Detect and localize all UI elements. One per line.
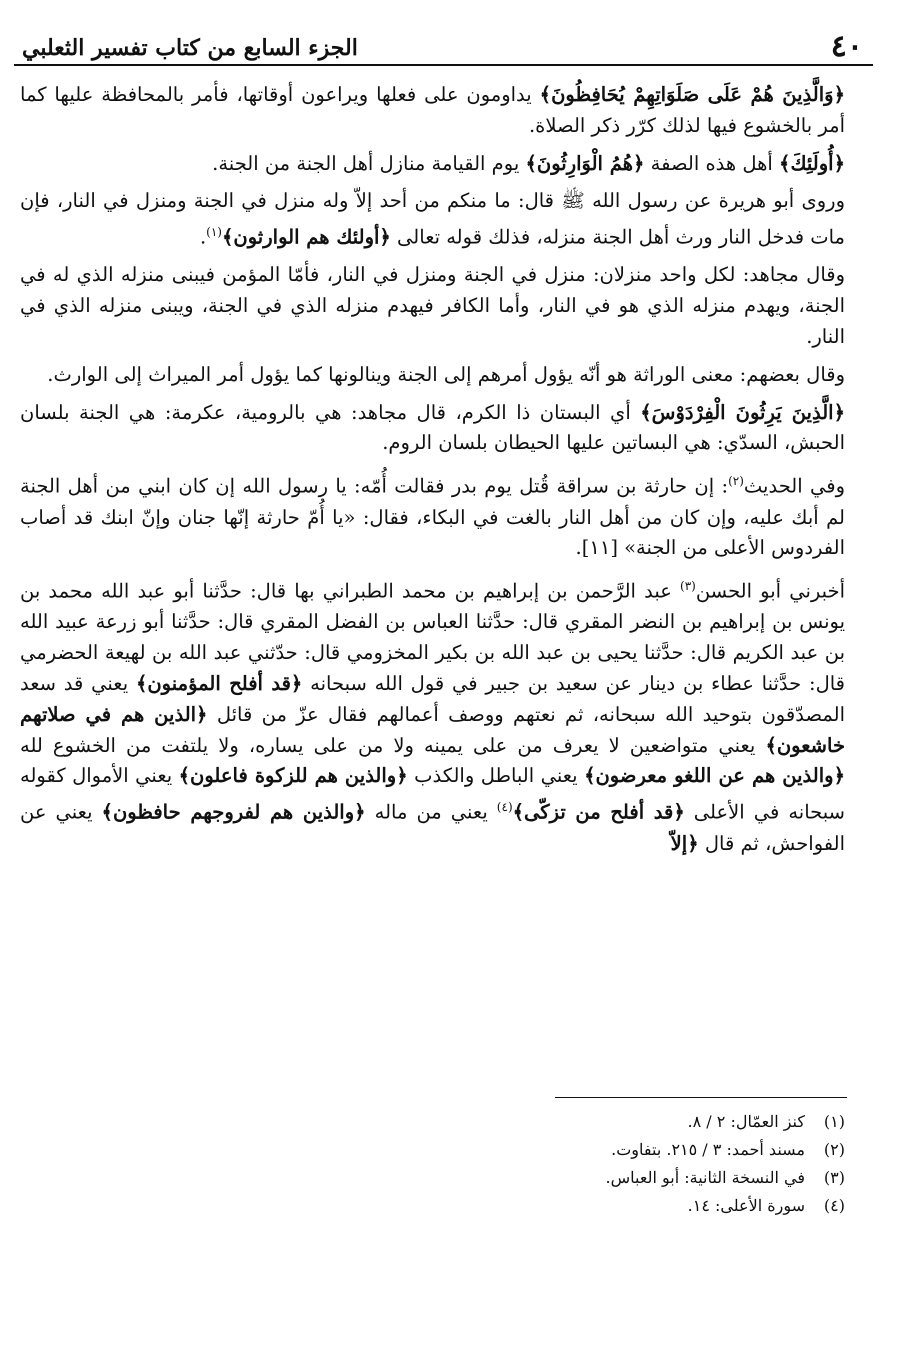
text-segment: وقال مجاهد: لكل واحد منزلان: منزل في الجنة ومنزل في النار، فأمّا المؤمن فيبنى منزله الذي له في الجنة، ويهدم منزله الذي هو في النار، وأما الكافر فيهدم منزله الذي في الجنة، ويبنى منزله الذي في النار. — [20, 263, 845, 349]
quran-quote: ﴿إلاّ — [670, 831, 699, 855]
text-segment: . — [199, 225, 207, 249]
quran-quote: ﴿أُولَئِكَ﴾ — [779, 151, 845, 175]
footnote — [20, 1108, 845, 1136]
text-segment: أخبرني أبو الحسن — [695, 579, 845, 603]
running-title: الجزء السابع من كتاب تفسير الثعلبي — [22, 35, 358, 61]
paragraph — [20, 186, 845, 253]
text-segment: يعني قد سعد المصدّقون بتوحيد الله سبحانه، ثم نعتهم ووصف أعمالهم فقال عزّ من قائل — [20, 672, 845, 726]
footnote-ref: (٣) — [680, 579, 696, 594]
quran-quote: ﴿قد أفلح من تزكّى﴾ — [512, 800, 685, 824]
text-segment: أهل هذه الصفة — [644, 151, 780, 175]
text-segment: يعني من ماله — [365, 800, 497, 824]
quran-quote: ﴿هُمُ الْوَارِثُونَ﴾ — [525, 151, 645, 175]
text-segment: يعني متواضعين لا يعرف من على يمينه ولا من على يساره، ولا يلتفت من الخشوع لله — [20, 733, 766, 757]
footnote — [20, 1164, 845, 1192]
main-text — [20, 80, 845, 866]
footnote-text: مسند أحمد: ٣ / ٢١٥. بتفاوت. — [611, 1140, 805, 1159]
quran-quote: ﴿والذين هم عن اللغو معرضون﴾ — [584, 764, 845, 788]
paragraph — [20, 260, 845, 352]
footnotes — [20, 1108, 845, 1220]
paragraph — [20, 80, 845, 142]
footnote-ref: (٢) — [728, 474, 744, 489]
quran-quote: ﴿والذين هم للزكوة فاعلون﴾ — [178, 764, 408, 788]
text-segment: وروى أبو هريرة عن رسول الله ﷺ قال: ما منكم من أحد إلاّ وله منزل في الجنة ومنزل في النار، فإن مات فدخل النار ورث أهل الجنة منزله، فذلك قوله تعالى — [20, 189, 845, 249]
text-segment: يعني الباطل والكذب — [407, 764, 585, 788]
footnote-ref: (١) — [206, 225, 222, 240]
quran-quote: ﴿أولئك هم الوارثون﴾ — [221, 225, 391, 249]
footnote-number: (٣) — [823, 1168, 845, 1187]
quran-quote: ﴿والذين هم لفروجهم حافظون﴾ — [101, 800, 366, 824]
page-header — [22, 18, 863, 62]
paragraph — [20, 466, 845, 564]
quran-quote: ﴿قد أفلح المؤمنون﴾ — [135, 672, 303, 696]
footnote — [20, 1192, 845, 1220]
footnote-ref: (٤) — [496, 800, 513, 815]
paragraph — [20, 149, 845, 180]
text-segment: : إن حارثة بن سراقة قُتل يوم بدر فقالت أُمّه: يا رسول الله إن كان ابني من أهل الجنة لم أبك عليه، وإن كان من أهل النار بالغت في البكاء، فقال: «يا أُمّ حارثة إنّها جنان وإنّ ابنك قد أصاب الفردوس الأعلى من الجنة» [١١]. — [20, 474, 845, 560]
text-segment: وقال بعضهم: معنى الوراثة هو أنّه يؤول أمرهم إلى الجنة وينالونها كما يؤول أمر الميراث إلى الوارث. — [47, 362, 845, 386]
footnote-text: سورة الأعلى: ١٤. — [687, 1196, 805, 1215]
text-segment: يعني الأموال كقوله سبحانه في الأعلى — [20, 764, 845, 824]
text-segment: يوم القيامة منازل أهل الجنة من الجنة. — [212, 151, 526, 175]
footnote-text: في النسخة الثانية: أبو العباس. — [605, 1168, 805, 1187]
quran-quote: ﴿الَّذِينَ يَرِثُونَ الْفِرْدَوْسَ﴾ — [640, 400, 845, 424]
footnote-text: كنز العمّال: ٢ / ٨. — [687, 1112, 805, 1131]
footnote-number: (٢) — [823, 1140, 845, 1159]
quran-quote: ﴿الذين هم في صلاتهم خاشعون﴾ — [20, 702, 845, 757]
paragraph — [20, 360, 845, 391]
paragraph — [20, 571, 845, 859]
footnote-divider — [555, 1097, 847, 1098]
footnote-number: (٤) — [823, 1196, 845, 1215]
paragraph — [20, 398, 845, 460]
text-segment: أي البستان ذا الكرم، قال مجاهد: هي بالرومية، عكرمة: هي الجنة بلسان الحبش، السدّي: هي البساتين عليها الحيطان بلسان الروم. — [20, 400, 845, 455]
text-segment: يداومون على فعلها ويراعون أوقاتها، فأمر بالمحافظة عليها كما أمر بالخشوع فيها لذلك كرّر ذكر الصلاة. — [20, 83, 845, 137]
quran-quote: ﴿وَالَّذِينَ هُمْ عَلَى صَلَوَاتِهِمْ يُحَافِظُونَ﴾ — [539, 83, 845, 106]
footnote — [20, 1136, 845, 1164]
header-divider — [14, 64, 873, 66]
text-segment: يعني عن الفواحش، ثم قال — [20, 800, 845, 855]
text-segment: عبد الرَّحمن بن إبراهيم بن محمد الطبراني بها قال: حدَّثنا أبو عبد الله محمد بن يونس بن إبراهيم بن النضر المقري قال: حدَّثنا العباس بن الفضل المقري قال: حدَّثنا أبو زرعة عبيد الله بن عبد الكريم قال: حدَّثنا يحيى بن عبد الله بن بكير المخزومي قال: حدّثني عبد الله بن لهيعة الحضرمي قال: حدَّثنا عطاء بن دينار عن سعيد بن جبير في قول الله سبحانه — [20, 579, 845, 696]
text-segment: وفي الحديث — [743, 474, 846, 498]
footnote-number: (١) — [823, 1112, 845, 1131]
page-number: ٤٠ — [830, 29, 863, 64]
